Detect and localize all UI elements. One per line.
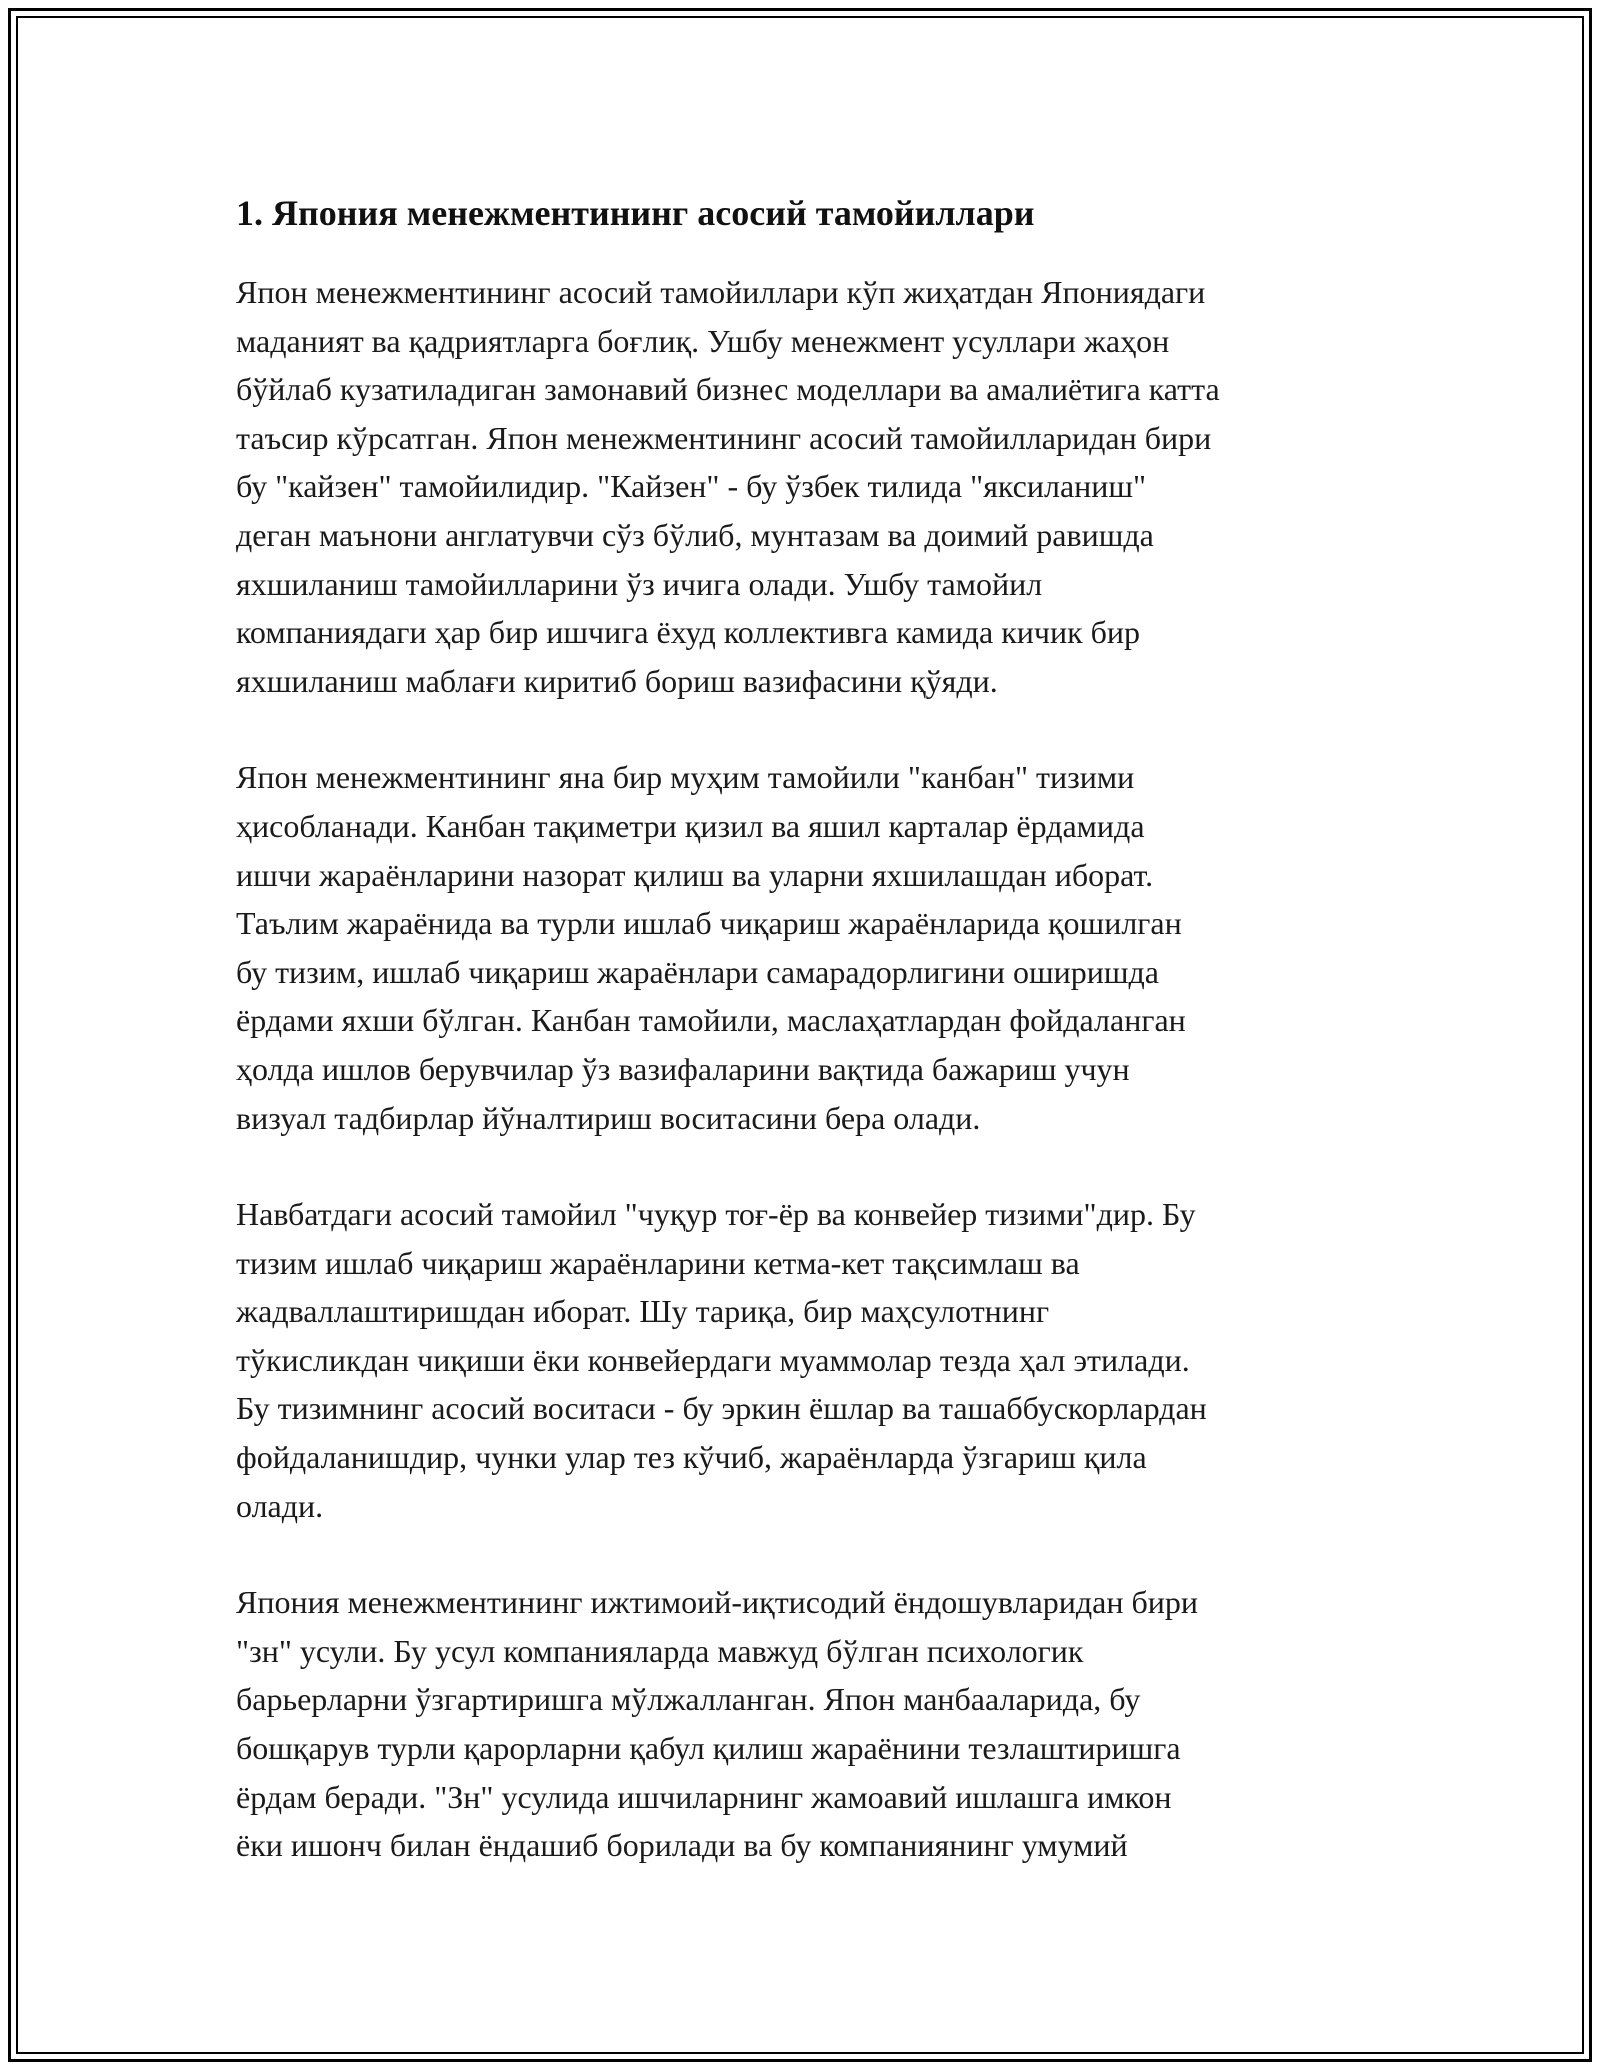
- text-line: барьерларни ўзгартиришга мўлжалланган. Япон манбааларида, бу: [236, 1681, 1141, 1718]
- text-line: жадваллаштиришдан иборат. Шу тариқа, бир маҳсулотнинг: [236, 1293, 1050, 1330]
- text-line: таъсир кўрсатган. Япон менежментининг асосий тамойилларидан бири: [236, 419, 1212, 456]
- paragraph-kanban: [236, 753, 1376, 1142]
- text-line: яхшиланиш тамойилларини ўз ичига олади. Ушбу тамойил: [236, 565, 1043, 602]
- text-line: яхшиланиш маблағи киритиб бориш вазифасини қўяди.: [236, 662, 998, 699]
- text-line: ёки ишонч билан ёндашиб борилади ва бу компаниянинг умумий: [236, 1827, 1128, 1864]
- text-line: олади.: [236, 1487, 324, 1524]
- text-line: ишчи жараёнларини назорат қилиш ва уларни яхшилашдан иборат.: [236, 856, 1154, 893]
- text-line: компаниядаги ҳар бир ишчига ёхуд коллективга камида кичик бир: [236, 614, 1141, 651]
- text-line: Япония менежментининг ижтимоий-иқтисодий ёндошувларидан бири: [236, 1584, 1198, 1621]
- text-line: Таълим жараёнида ва турли ишлаб чиқариш жараёнларида қошилган: [236, 905, 1182, 942]
- text-line: маданият ва қадриятларга боғлиқ. Ушбу менежмент усуллари жаҳон: [236, 322, 1170, 359]
- paragraph-kaizen: [236, 268, 1376, 705]
- section-heading: 1. Япония менежментининг асосий тамойиллари: [236, 193, 1035, 233]
- text-line: деган маънони англатувчи сўз бўлиб, мунтазам ва доимий равишда: [236, 516, 1154, 553]
- text-line: визуал тадбирлар йўналтириш воситасини бера олади.: [236, 1099, 981, 1136]
- text-line: бошқарув турли қарорларни қабул қилиш жараёнини тезлаштиришга: [236, 1730, 1181, 1767]
- paragraph-conveyor: [236, 1190, 1376, 1530]
- text-line: бўйлаб кузатиладиган замонавий бизнес моделлари ва амалиётига катта: [236, 371, 1220, 408]
- text-line: бу "кайзен" тамойилидир. "Кайзен" - бу ўзбек тилида "яксиланиш": [236, 468, 1147, 505]
- text-line: Япон менежментининг яна бир муҳим тамойили "канбан" тизими: [236, 759, 1135, 796]
- text-line: Бу тизимнинг асосий воситаси - бу эркин ёшлар ва ташаббускорлардан: [236, 1390, 1207, 1427]
- text-line: фойдаланишдир, чунки улар тез кўчиб, жараёнларда ўзгариш қила: [236, 1439, 1147, 1476]
- paragraph-zn-method: [236, 1578, 1376, 1870]
- document-body: [236, 186, 1376, 1918]
- text-line: Япон менежментининг асосий тамойиллари кўп жиҳатдан Япониядаги: [236, 274, 1206, 310]
- text-line: тизим ишлаб чиқариш жараёнларини кетма-кет тақсимлаш ва: [236, 1244, 1080, 1281]
- text-line: "зн" усули. Бу усул компанияларда мавжуд бўлган психологик: [236, 1632, 1084, 1669]
- text-line: бу тизим, ишлаб чиқариш жараёнлари самарадорлигини оширишда: [236, 953, 1159, 990]
- text-line: ёрдами яхши бўлган. Канбан тамойили, маслаҳатлардан фойдаланган: [236, 1002, 1186, 1039]
- text-line: ҳисобланади. Канбан тақиметри қизил ва яшил карталар ёрдамида: [236, 807, 1145, 844]
- text-line: тўкисликдан чиқиши ёки конвейердаги муаммолар тезда ҳал этилади.: [236, 1341, 1190, 1378]
- text-line: Навбатдаги асосий тамойил "чуқур тоғ-ёр ва конвейер тизими"дир. Бу: [236, 1196, 1196, 1233]
- text-line: ёрдам беради. "Зн" усулида ишчиларнинг жамоавий ишлашга имкон: [236, 1778, 1172, 1815]
- text-line: ҳолда ишлов берувчилар ўз вазифаларини вақтида бажариш учун: [236, 1050, 1130, 1087]
